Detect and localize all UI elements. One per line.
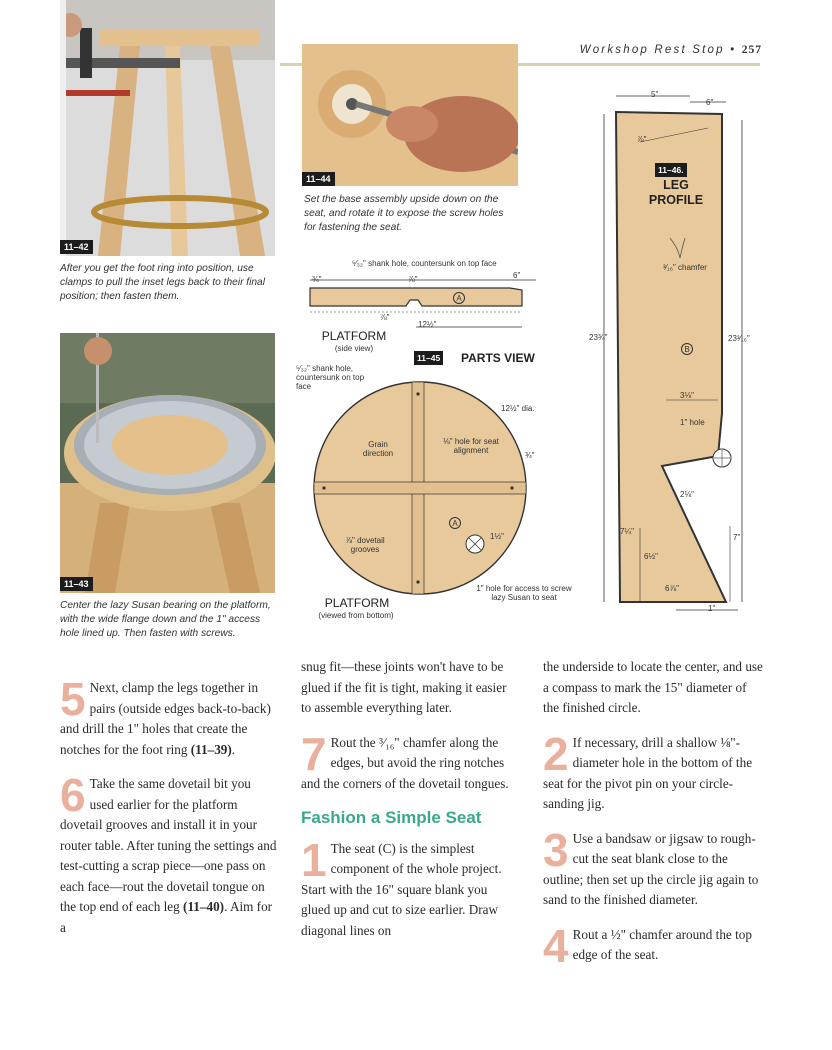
note-seat-hole: ⅛" hole for seat alignment bbox=[443, 437, 499, 455]
parts-view-tag: 11–45 bbox=[414, 351, 443, 365]
seat-step-3: 3 Use a bandsaw or jigsaw to rough-cut the seat blank close to the outline; then set up the circle jig again to sand to the finished diameter. bbox=[543, 823, 759, 907]
dim-leg-notch-top: 3⅛" bbox=[680, 391, 694, 400]
dim-side-right: 6" bbox=[513, 271, 521, 280]
dim-leg-notch: 2⅛" bbox=[680, 490, 694, 499]
photo-tag-11-42: 11–42 bbox=[60, 240, 93, 254]
parts-view-title: PARTS VIEW bbox=[461, 351, 535, 365]
running-header: Workshop Rest Stop • 257 bbox=[579, 44, 762, 56]
dim-leg-bottom-right: 1" bbox=[708, 604, 716, 613]
figure-ref-11-39: (11–39) bbox=[190, 741, 232, 757]
platform-side-title: PLATFORM bbox=[321, 329, 387, 343]
dim-leg-lower-left: 7¼" bbox=[620, 527, 634, 536]
seat-step-4: 4 Rout a ½" chamfer around the top edge of the seat. bbox=[543, 919, 752, 972]
note-dovetail-grooves: ⅞" dovetail grooves bbox=[345, 536, 385, 554]
note-leg-hole: 1" hole bbox=[680, 418, 705, 427]
screwdriver-photo bbox=[302, 44, 518, 186]
drop-cap-6: 6 bbox=[60, 769, 86, 821]
part-label-a-bottom: A bbox=[449, 517, 461, 529]
stool-clamp-photo bbox=[60, 0, 275, 256]
dim-leg-lower-inner: 6½" bbox=[644, 552, 658, 561]
dim-leg-top-width: 5" bbox=[651, 90, 659, 99]
dim-diameter: 12½" dia. bbox=[501, 404, 535, 413]
text-column-3 bbox=[543, 657, 765, 980]
platform-bottom-subtitle: (viewed from bottom) bbox=[318, 611, 394, 620]
text-column-2 bbox=[301, 657, 517, 955]
section-heading: Fashion a Simple Seat bbox=[301, 808, 482, 827]
text-column-1 bbox=[60, 673, 278, 952]
column-3-continuation: the underside to locate the center, and use a compass to mark the 15" diameter of the finished circle. bbox=[543, 659, 763, 715]
note-leg-chamfer: ³⁄₁₆" chamfer bbox=[663, 263, 707, 272]
dim-side-groove: ⅞" bbox=[380, 313, 390, 322]
step-7: 7 Rout the ³⁄₁₆" chamfer along the edges, but avoid the ring notches and the corners of the dovetail tongues. bbox=[301, 727, 509, 791]
column-2-continuation: snug fit—these joints won't have to be glued if the fit is tight, making it easier to assemble everything later. bbox=[301, 659, 507, 715]
photo-11-42 bbox=[60, 0, 275, 256]
photo-tag-11-44: 11–44 bbox=[302, 172, 335, 186]
dim-leg-top-right: 6" bbox=[706, 98, 714, 107]
note-shank-bottom: ⁵⁄₃₂" shank hole, countersunk on top face bbox=[296, 364, 365, 391]
caption-11-42: After you get the foot ring into position, use clamps to pull the inset legs back to their final position; then fasten them. bbox=[60, 263, 265, 302]
drop-cap-1: 1 bbox=[301, 833, 327, 886]
header-section: Workshop Rest Stop bbox=[579, 44, 725, 56]
dim-bottom-right: ¾" bbox=[525, 451, 535, 460]
dim-leg-bottom-width: 6⅞" bbox=[665, 584, 679, 593]
lazy-susan-photo bbox=[60, 333, 275, 593]
figure-ref-11-40: (11–40) bbox=[183, 899, 225, 914]
drop-cap-2: 2 bbox=[543, 727, 569, 780]
note-shank-top: ⁵⁄₃₂" shank hole, countersunk on top face bbox=[352, 259, 497, 268]
leg-profile-title-1: LEG bbox=[663, 178, 689, 192]
dim-leg-right-height: 23³⁄₁₆" bbox=[728, 334, 750, 343]
photo-11-44 bbox=[302, 44, 518, 186]
leg-profile-tag: 11–46. bbox=[655, 163, 687, 177]
drop-cap-5: 5 bbox=[60, 673, 86, 725]
platform-side-subtitle: (side view) bbox=[334, 344, 374, 353]
seat-step-1: 1 The seat (C) is the simplest component of the whole project. Start with the 16" square blank you glued up and cut to size earlier. Draw diagonal lines on bbox=[301, 833, 502, 938]
drop-cap-4: 4 bbox=[543, 919, 569, 972]
dim-access-hole: 1½" bbox=[490, 532, 504, 541]
leg-profile-title-2: PROFILE bbox=[648, 193, 704, 207]
dim-side-length: 12½" bbox=[418, 320, 437, 329]
dim-leg-top-small: ⅞" bbox=[637, 135, 647, 144]
part-label-a-side: A bbox=[453, 292, 465, 304]
platform-bottom-title: PLATFORM bbox=[324, 596, 390, 610]
part-label-b: B bbox=[681, 343, 693, 355]
note-grain: Grain direction bbox=[362, 440, 394, 458]
dim-side-mid: ⅞" bbox=[408, 275, 418, 284]
dim-leg-lower-right: 7" bbox=[733, 533, 741, 542]
seat-step-2: 2 If necessary, drill a shallow ⅛"-diameter hole in the bottom of the seat for the pivot pin on your circle-sanding jig. bbox=[543, 727, 753, 811]
dim-leg-left-height: 23¾" bbox=[589, 333, 608, 342]
drop-cap-7: 7 bbox=[301, 727, 327, 780]
caption-11-43: Center the lazy Susan bearing on the platform, with the wide flange down and the 1" access hole lined up. Then fasten with screws. bbox=[60, 600, 271, 639]
photo-tag-11-43: 11–43 bbox=[60, 577, 93, 591]
note-access-hole: 1" hole for access to screw lazy Susan to seat bbox=[476, 584, 572, 602]
page-number: 257 bbox=[741, 44, 762, 56]
caption-11-44: Set the base assembly upside down on the seat, and rotate it to expose the screw holes for fastening the seat. bbox=[304, 194, 504, 233]
step-5: 5 Next, clamp the legs together in pairs (outside edges back-to-back) and drill the 1" holes that create the notches for the foot ring (11–39). bbox=[60, 673, 271, 757]
drop-cap-3: 3 bbox=[543, 823, 569, 876]
step-6: 6 Take the same dovetail bit you used earlier for the platform dovetail grooves and install it in your router table. After tuning the settings and test-cutting a scrap piece—one pass on each face—rout the dovetail tongue on the top end of each leg (11–40). Aim for a bbox=[60, 769, 277, 935]
photo-11-43 bbox=[60, 333, 275, 593]
dim-side-left: ¾" bbox=[312, 275, 322, 284]
